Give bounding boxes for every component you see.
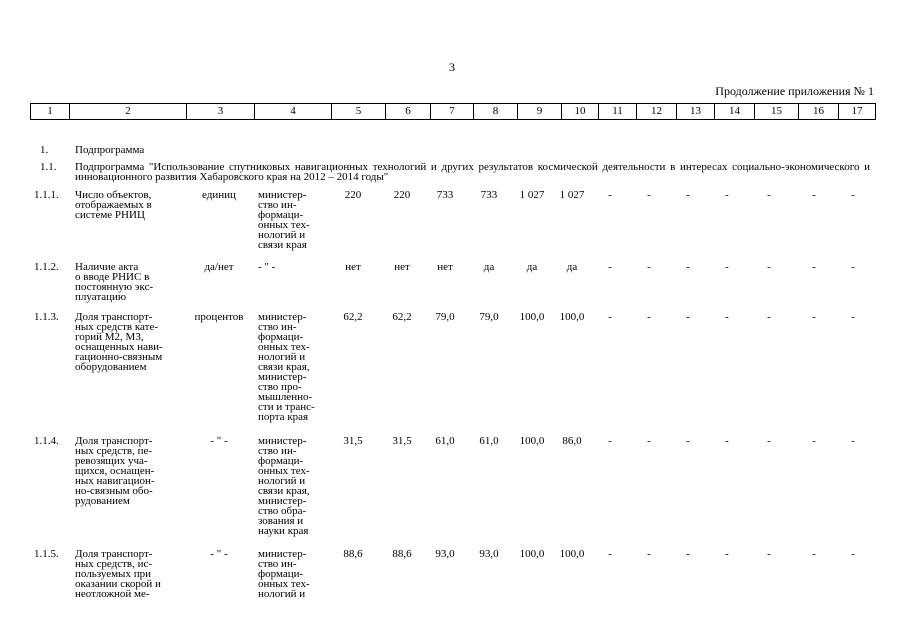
header-col-5: 5 xyxy=(332,104,386,120)
responsible-executor: - " - xyxy=(258,261,276,273)
indicator-value: - xyxy=(608,435,612,447)
indicator-value: - xyxy=(767,261,771,273)
responsible-executor: министер- ство ин- формаци- онных тех- нологий и связи края xyxy=(258,189,310,251)
unit-of-measure: - " - xyxy=(210,435,228,447)
indicator-value: - xyxy=(725,311,729,323)
indicator-value: 100,0 xyxy=(519,311,545,323)
indicator-value: 100,0 xyxy=(519,435,545,447)
indicator-value: нет xyxy=(345,261,361,273)
header-col-10: 10 xyxy=(562,104,599,120)
indicator-value: - xyxy=(647,261,651,273)
header-col-6: 6 xyxy=(386,104,431,120)
indicator-name: Доля транспорт- ных средств, пе- ревозящих уча- щихся, оснащен- ных навигацион- но-связным обо- рудованием xyxy=(75,435,155,507)
indicator-value: - xyxy=(767,435,771,447)
section-number: 1. xyxy=(40,144,49,156)
subprogram-number: 1.1. xyxy=(40,161,57,173)
indicator-value: - xyxy=(686,189,690,201)
unit-of-measure: процентов xyxy=(194,311,244,323)
header-col-7: 7 xyxy=(431,104,474,120)
indicator-value: 100,0 xyxy=(519,548,545,560)
indicator-value: - xyxy=(686,261,690,273)
indicator-value: 31,5 xyxy=(392,435,412,447)
indicator-value: - xyxy=(647,548,651,560)
header-col-16: 16 xyxy=(799,104,839,120)
indicator-value: 79,0 xyxy=(479,311,499,323)
indicator-value: - xyxy=(686,548,690,560)
indicator-value: 31,5 xyxy=(343,435,363,447)
header-col-15: 15 xyxy=(755,104,799,120)
indicator-value: - xyxy=(608,261,612,273)
unit-of-measure: - " - xyxy=(210,548,228,560)
indicator-value: - xyxy=(767,189,771,201)
indicator-value: - xyxy=(812,435,816,447)
indicator-value: - xyxy=(767,311,771,323)
row-number: 1.1.5. xyxy=(34,548,59,560)
indicator-value: - xyxy=(608,189,612,201)
section-title: Подпрограмма xyxy=(75,144,145,156)
indicator-value: - xyxy=(725,548,729,560)
indicator-value: - xyxy=(647,311,651,323)
indicator-value: - xyxy=(851,548,855,560)
header-col-3: 3 xyxy=(187,104,255,120)
responsible-executor: министер- ство ин- формаци- онных тех- нологий и xyxy=(258,548,310,600)
header-col-11: 11 xyxy=(599,104,637,120)
page-number: 3 xyxy=(449,60,455,74)
indicator-value: 62,2 xyxy=(343,311,363,323)
header-col-12: 12 xyxy=(637,104,677,120)
subprogram-title: Подпрограмма "Использование спутниковых навигационных технологий и других результатов космической деятельности в интересах социально-экономического и инновационного развития Хабаровского края на 2012 – 2014 годы" xyxy=(75,161,870,183)
indicator-value: - xyxy=(851,189,855,201)
indicator-value: - xyxy=(851,435,855,447)
continuation-caption: Продолжение приложения № 1 xyxy=(715,84,874,98)
row-number: 1.1.2. xyxy=(34,261,59,273)
header-col-9: 9 xyxy=(518,104,562,120)
indicator-value: - xyxy=(851,311,855,323)
indicator-value: 733 xyxy=(436,189,454,201)
indicator-value: - xyxy=(725,435,729,447)
indicator-value: 61,0 xyxy=(435,435,455,447)
header-col-1: 1 xyxy=(31,104,70,120)
header-col-13: 13 xyxy=(677,104,715,120)
indicator-value: - xyxy=(812,311,816,323)
indicator-value: 1 027 xyxy=(519,189,545,201)
indicator-value: - xyxy=(686,311,690,323)
indicator-value: да xyxy=(483,261,495,273)
unit-of-measure: да/нет xyxy=(204,261,234,273)
indicator-value: 220 xyxy=(393,189,411,201)
indicator-value: - xyxy=(812,261,816,273)
indicator-value: 93,0 xyxy=(479,548,499,560)
responsible-executor: министер- ство ин- формаци- онных тех- нологий и связи края, министер- ство про- мышленно- сти и транс- порта края xyxy=(258,311,315,423)
indicator-value: 61,0 xyxy=(479,435,499,447)
indicator-value: да xyxy=(566,261,578,273)
indicator-value: - xyxy=(608,548,612,560)
indicator-name: Наличие акта о вводе РНИС в постоянную экс- плуатацию xyxy=(75,261,154,303)
indicator-name: Доля транспорт- ных средств, ис- пользуемых при оказании скорой и неотложной ме- xyxy=(75,548,161,600)
indicator-value: 86,0 xyxy=(562,435,582,447)
indicator-value: - xyxy=(647,435,651,447)
indicator-value: 93,0 xyxy=(435,548,455,560)
row-number: 1.1.1. xyxy=(34,189,59,201)
indicator-value: - xyxy=(725,261,729,273)
indicator-value: - xyxy=(647,189,651,201)
header-col-17: 17 xyxy=(839,104,876,120)
indicator-name: Доля транспорт- ных средств кате- горий М2, М3, оснащенных нави- гационно-связным оборудованием xyxy=(75,311,163,373)
header-row xyxy=(31,104,876,120)
row-number: 1.1.4. xyxy=(34,435,59,447)
indicator-value: нет xyxy=(437,261,453,273)
indicator-value: - xyxy=(725,189,729,201)
indicator-value: - xyxy=(812,548,816,560)
column-number-header xyxy=(30,103,876,120)
indicator-value: нет xyxy=(394,261,410,273)
indicator-value: 79,0 xyxy=(435,311,455,323)
indicator-value: - xyxy=(812,189,816,201)
indicator-value: 100,0 xyxy=(559,548,585,560)
indicator-value: - xyxy=(608,311,612,323)
indicator-value: 220 xyxy=(344,189,362,201)
indicator-value: 733 xyxy=(480,189,498,201)
indicator-value: - xyxy=(767,548,771,560)
unit-of-measure: единиц xyxy=(202,189,236,201)
header-col-2: 2 xyxy=(70,104,187,120)
indicator-value: 62,2 xyxy=(392,311,412,323)
indicator-name: Число объектов, отображаемых в системе РНИЦ xyxy=(75,189,152,221)
header-col-4: 4 xyxy=(255,104,332,120)
header-col-14: 14 xyxy=(715,104,755,120)
indicator-value: - xyxy=(851,261,855,273)
indicator-value: да xyxy=(526,261,538,273)
row-number: 1.1.3. xyxy=(34,311,59,323)
indicator-value: - xyxy=(686,435,690,447)
indicator-value: 88,6 xyxy=(392,548,412,560)
indicator-value: 1 027 xyxy=(559,189,585,201)
indicator-value: 88,6 xyxy=(343,548,363,560)
header-col-8: 8 xyxy=(474,104,518,120)
indicator-value: 100,0 xyxy=(559,311,585,323)
responsible-executor: министер- ство ин- формаци- онных тех- нологий и связи края, министер- ство обра- зования и науки края xyxy=(258,435,310,537)
